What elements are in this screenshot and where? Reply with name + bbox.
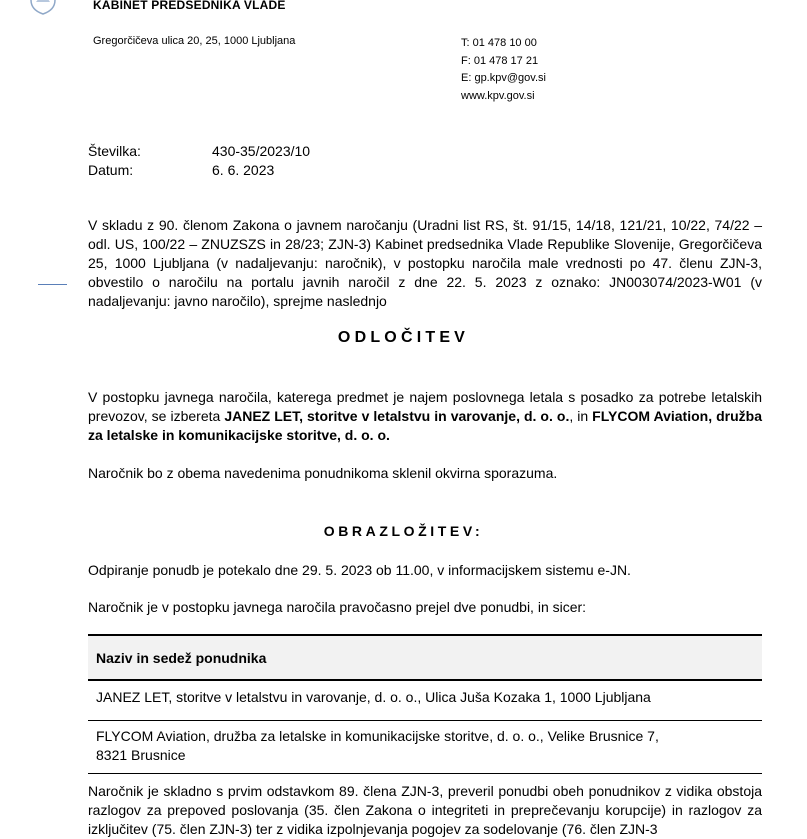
website[interactable]: www.kpv.gov.si (461, 89, 535, 102)
decision-paragraph (88, 388, 762, 445)
intro-paragraph: V skladu z 90. členom Zakona o javnem naročanju (Uradni list RS, št. 91/15, 14/18, 121/21, 10/22, 74/22 – odl. US, 100/22 – ZNUZSZS in 28/23; ZJN-3) Kabinet predsednika Vlade Republike Slovenije, Gregorčičeva 25, 1000 Ljubljana (v nadaljevanju: naročnik), v postopku naročila male vrednosti po 47. členu ZJN-3, obvestilo o naročilu na portalu javnih naročil z dne 22. 5. 2023 z oznako: JN003074/2023-W01 (v nadaljevanju: javno naročilo), sprejme naslednjo (88, 217, 762, 309)
agreement-paragraph: Naročnik bo z obema navedenima ponudnikoma sklenil okvirna sporazuma. (88, 465, 558, 481)
check-paragraph: Naročnik je skladno s prvim odstavkom 89. člena ZJN-3, preveril ponudbi obeh ponudnikov z vidika obstoja razlogov za prepoved poslovanja (35. člen Zakona o integriteti in preprečevanju korupcije) in razlogov za izključitev (75. člen ZJN-3) ter z vidika izpolnjevanja pogojev za sodelovanje (76. člen ZJN-3 (88, 783, 762, 837)
decision-text-2: , in (569, 408, 593, 424)
date-label: Datum: (88, 162, 134, 178)
reasoning-title: OBRAZLOŽITEV: (323, 523, 484, 539)
document-meta (88, 142, 310, 180)
email[interactable]: E: gp.kpv@gov.si (461, 72, 546, 84)
table-row: FLYCOM Aviation, družba za letalske in komunikacijske storitve, d. o. o., Velike Brusnice 7, 8321 Brusnice (88, 720, 762, 773)
opening-paragraph: Odpiranje ponudb je potekalo dne 29. 5. 2023 ob 11.00, v informacijskem sistemu e-JN. (88, 562, 631, 578)
decision-text-1: V postopku javnega naročila, katerega predmet je najem poslovnega letala s posadko za potrebe letalskih prevozov, se izbereta (88, 389, 762, 424)
bidders-table (88, 634, 762, 774)
table-row: JANEZ LET, storitve v letalstvu in varovanje, d. o. o., Ulica Juša Kozaka 1, 1000 Ljubljana (88, 679, 762, 720)
number-label: Številka: (88, 143, 141, 159)
government-crest-icon (28, 0, 58, 16)
bidder-2-name: FLYCOM Aviation, družba za letalske in komunikacijske storitve, d. o. o. (88, 408, 762, 443)
phone: T: 01 478 10 00 (461, 37, 537, 49)
bidder-1-name: JANEZ LET, storitve v letalstvu in varovanje, d. o. o. (224, 408, 570, 424)
date-value: 6. 6. 2023 (212, 162, 275, 178)
margin-marker (38, 284, 67, 285)
decision-title: ODLOČITEV (337, 329, 470, 346)
organization-address: Gregorčičeva ulica 20, 25, 1000 Ljubljana (93, 35, 296, 47)
number-value: 430-35/2023/10 (212, 143, 311, 159)
table-header: Naziv in sedež ponudnika (88, 634, 762, 679)
organization-name: KABINET PREDSEDNIKA VLADE (93, 0, 286, 12)
received-paragraph: Naročnik je v postopku javnega naročila pravočasno prejel dve ponudbi, in sicer: (88, 599, 587, 615)
fax: F: 01 478 17 21 (461, 54, 539, 67)
table-bottom-border (88, 773, 762, 774)
contact-block (461, 35, 546, 105)
